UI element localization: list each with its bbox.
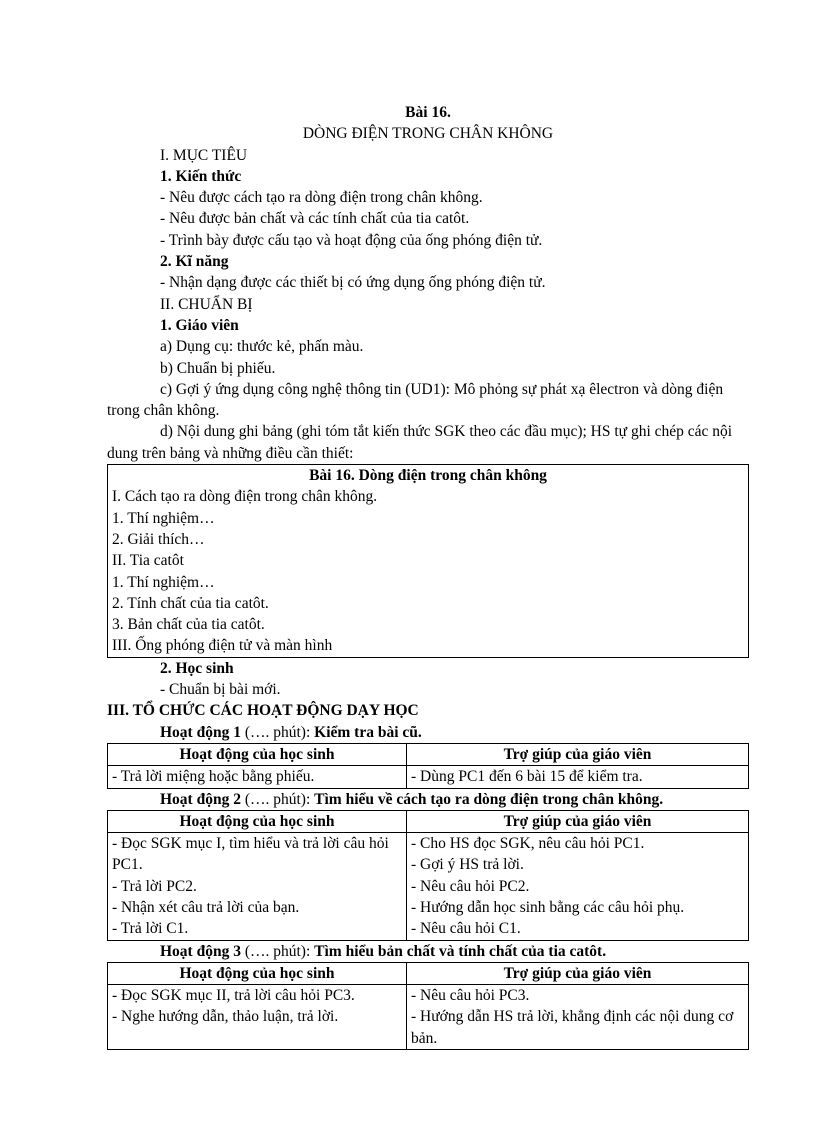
student-prep-item: - Chuẩn bị bài mới. [160, 681, 281, 699]
cell-line: - Cho HS đọc SGK, nêu câu hỏi PC1. [411, 835, 645, 853]
col-header-teacher: Trợ giúp của giáo viên [407, 962, 749, 984]
knowledge-heading: 1. Kiến thức [160, 167, 242, 185]
cell-line: - Nêu câu hỏi PC3. [411, 987, 530, 1005]
board-title: Bài 16. Dòng điện trong chân không [309, 467, 547, 485]
cell-line: - Nêu câu hỏi C1. [411, 920, 521, 938]
activity-1-table [107, 743, 749, 789]
cell-line: - Gợi ý HS trả lời. [411, 856, 524, 874]
board-line: 1. Thí nghiệm… [112, 573, 215, 591]
activity-1-title [107, 722, 749, 743]
board-line: 1. Thí nghiệm… [112, 509, 215, 527]
student-prep-heading: 2. Học sinh [160, 659, 234, 677]
student-cell [108, 985, 407, 1050]
board-summary-box [107, 464, 749, 658]
activity-2-table [107, 810, 749, 941]
table-row [108, 985, 749, 1050]
activity-label: Hoạt động 2 [160, 790, 241, 808]
knowledge-item: - Nêu được bản chất và các tính chất của tia catôt. [160, 210, 470, 228]
activity-time: (…. phút): [240, 723, 315, 741]
cell-line: - Trả lời miệng hoặc bằng phiếu. [112, 768, 315, 786]
preparation-heading: II. CHUẨN BỊ [160, 295, 253, 313]
teacher-cell [407, 766, 749, 788]
teacher-prep-heading: 1. Giáo viên [160, 316, 239, 334]
board-line: 3. Bản chất của tia catôt. [112, 616, 265, 634]
teacher-prep-item: c) Gợi ý ứng dụng công nghệ thông tin (UD1): Mô phỏng sự phát xạ êlectron và dòng điện trong chân không. [107, 380, 724, 420]
cell-line: - Đọc SGK mục II, trả lời câu hỏi PC3. [112, 987, 355, 1005]
activity-2-title [107, 789, 749, 810]
activity-topic: Kiểm tra bài cũ. [314, 723, 422, 741]
col-header-student: Hoạt động của học sinh [108, 962, 407, 984]
activity-topic: Tìm hiểu bản chất và tính chất của tia catôt. [314, 942, 607, 960]
activity-topic: Tìm hiểu về cách tạo ra dòng điện trong chân không. [314, 790, 664, 808]
cell-line: - Nêu câu hỏi PC2. [411, 877, 530, 895]
knowledge-item: - Trình bày được cấu tạo và hoạt động của ống phóng điện tử. [160, 231, 543, 249]
activity-label: Hoạt động 3 [160, 942, 241, 960]
student-cell [108, 833, 407, 940]
board-line: I. Cách tạo ra dòng điện trong chân không. [112, 488, 378, 506]
activity-label: Hoạt động 1 [160, 723, 241, 741]
cell-line: - Hướng dẫn học sinh bằng các câu hỏi phụ. [411, 898, 685, 916]
objectives-heading: I. MỤC TIÊU [160, 146, 248, 164]
activity-3-table [107, 962, 749, 1050]
cell-line: - Hướng dẫn HS trả lời, khẳng định các nội dung cơ bản. [411, 1008, 734, 1047]
board-line: II. Tia catôt [112, 552, 184, 570]
activity-3-title [107, 941, 749, 962]
board-line: 2. Giải thích… [112, 530, 205, 548]
col-header-teacher: Trợ giúp của giáo viên [407, 810, 749, 832]
col-header-student: Hoạt động của học sinh [108, 810, 407, 832]
teacher-prep-item: b) Chuẩn bị phiếu. [160, 359, 276, 377]
cell-line: - Trả lời PC2. [112, 877, 197, 895]
table-row [108, 833, 749, 940]
activity-time: (…. phút): [240, 942, 315, 960]
activities-heading: III. TỔ CHỨC CÁC HOẠT ĐỘNG DẠY HỌC [107, 702, 419, 720]
teacher-cell [407, 985, 749, 1050]
cell-line: - Nghe hướng dẫn, thảo luận, trả lời. [112, 1008, 339, 1026]
cell-line: - Dùng PC1 đến 6 bài 15 để kiểm tra. [411, 768, 643, 786]
lesson-number: Bài 16. [405, 104, 451, 121]
table-row [108, 766, 749, 788]
skills-item: - Nhận dạng được các thiết bị có ứng dụng ống phóng điện tử. [160, 274, 546, 292]
col-header-student: Hoạt động của học sinh [108, 743, 407, 765]
cell-line: - Đọc SGK mục I, tìm hiểu và trả lời câu hỏi PC1. [112, 835, 389, 874]
teacher-prep-item: a) Dụng cụ: thước kẻ, phấn màu. [160, 338, 364, 356]
cell-line: - Nhận xét câu trả lời của bạn. [112, 898, 300, 916]
knowledge-item: - Nêu được cách tạo ra dòng điện trong chân không. [160, 189, 483, 207]
cell-line: - Trả lời C1. [112, 920, 189, 938]
student-cell [108, 766, 407, 788]
document-content [107, 102, 749, 1050]
board-line: III. Ống phóng điện tử và màn hình [112, 637, 333, 655]
lesson-title: DÒNG ĐIỆN TRONG CHÂN KHÔNG [302, 125, 554, 143]
col-header-teacher: Trợ giúp của giáo viên [407, 743, 749, 765]
teacher-prep-item: d) Nội dung ghi bảng (ghi tóm tắt kiến thức SGK theo các đầu mục); HS tự ghi chép các nội dung trên bảng và những điều cần thiết: [107, 423, 733, 462]
board-line: 2. Tính chất của tia catôt. [112, 594, 269, 612]
teacher-cell [407, 833, 749, 940]
activity-time: (…. phút): [240, 790, 315, 808]
skills-heading: 2. Kĩ năng [160, 253, 229, 271]
